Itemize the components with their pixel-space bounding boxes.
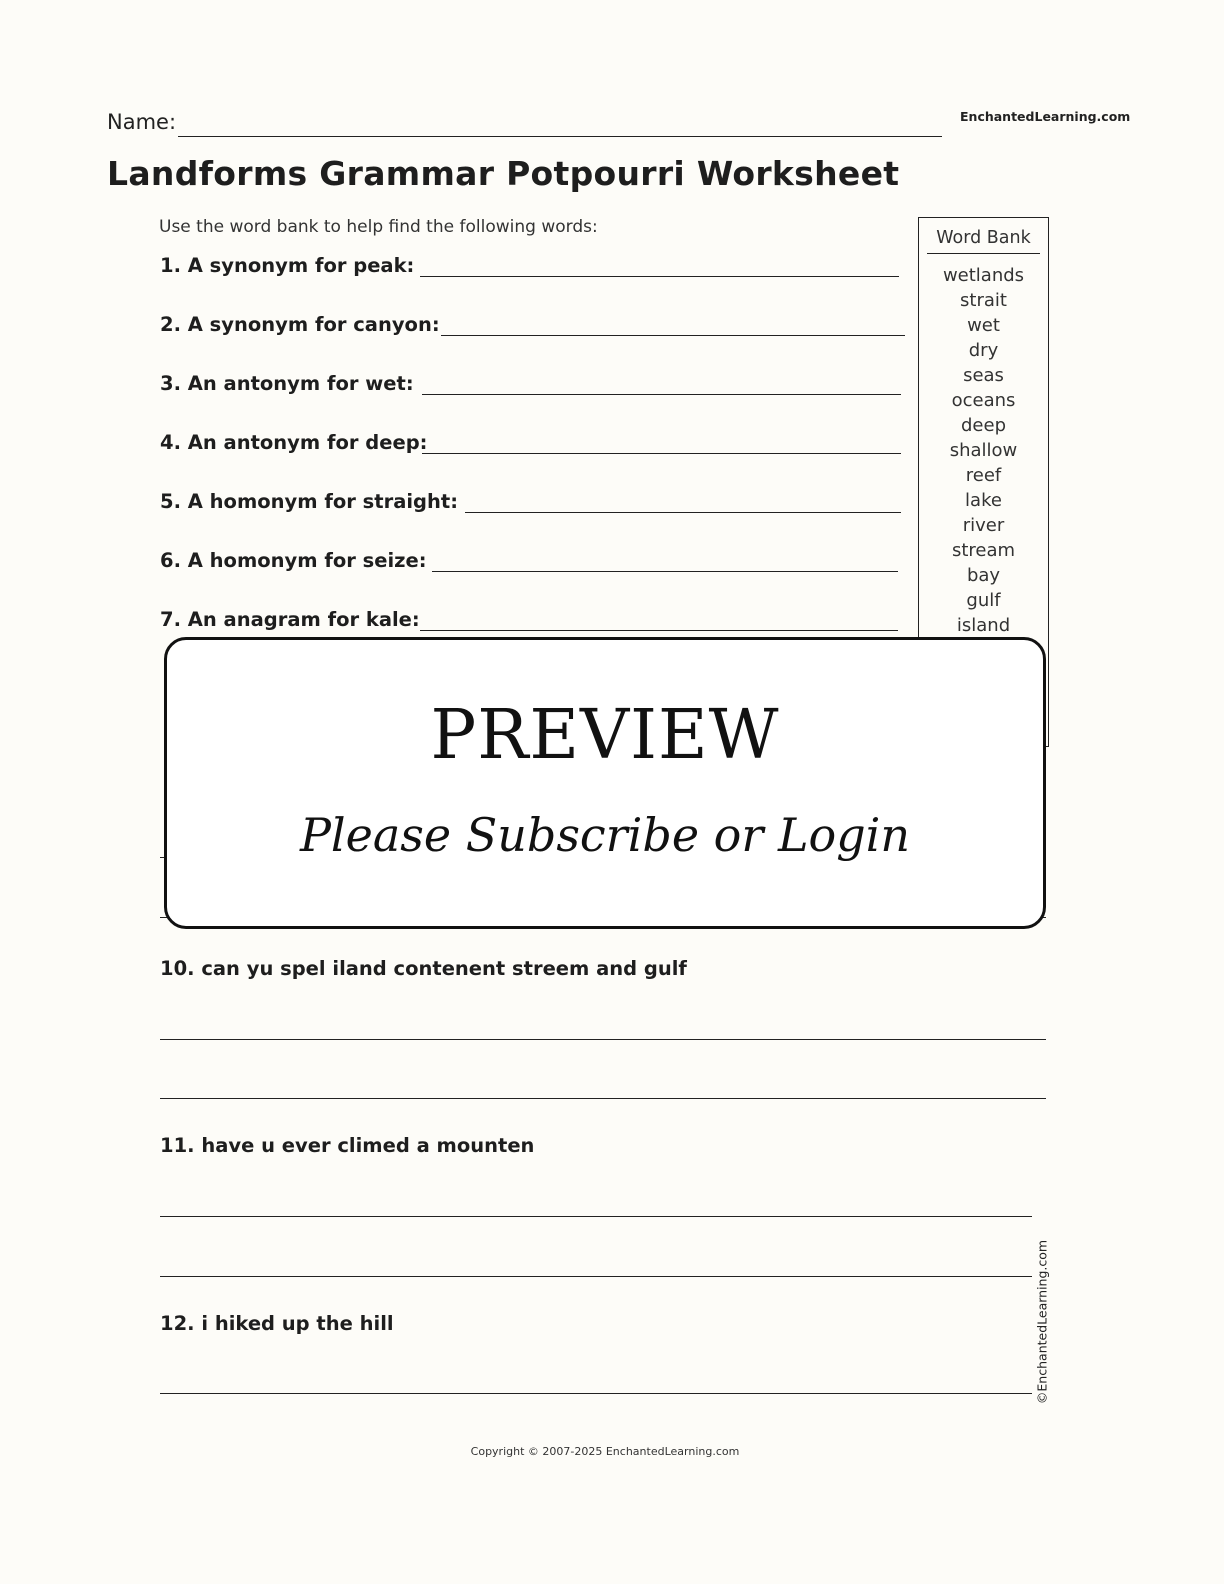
answer-line-11b[interactable]: [160, 1276, 1032, 1277]
word-bank-item: wet: [967, 315, 1000, 336]
word-bank-item: stream: [951, 540, 1016, 561]
word-bank-item: lake: [965, 490, 1002, 511]
word-bank-item: strait: [960, 290, 1007, 311]
answer-line-1[interactable]: [420, 276, 899, 277]
worksheet-title: Landforms Grammar Potpourri Worksheet: [107, 154, 900, 193]
question-text: i hiked up the hill: [201, 1312, 394, 1335]
side-copyright: ©EnchantedLearning.com: [1034, 1239, 1050, 1405]
question-11: [160, 1134, 534, 1157]
answer-line-2[interactable]: [441, 335, 905, 336]
name-label: Name:: [107, 110, 177, 134]
question-text: A homonym for straight:: [187, 490, 458, 513]
question-text: An anagram for kale:: [187, 608, 420, 631]
question-text: have u ever climed a mounten: [201, 1134, 535, 1157]
question-number: 7.: [160, 608, 181, 631]
word-bank-item: shallow: [949, 440, 1018, 461]
word-bank-item: dry: [968, 340, 999, 361]
question-number: 6.: [160, 549, 181, 572]
word-bank-item: oceans: [951, 390, 1016, 411]
question-10: [160, 957, 687, 980]
question-number: 10.: [160, 957, 195, 980]
question-4: [160, 431, 427, 454]
answer-line-3[interactable]: [422, 394, 901, 395]
instructions: Use the word bank to help find the following words:: [159, 217, 598, 237]
word-bank-title: Word Bank: [936, 228, 1031, 248]
preview-title: PREVIEW: [430, 696, 780, 775]
question-number: 3.: [160, 372, 181, 395]
word-bank-divider: [927, 253, 1040, 254]
question-2: [160, 313, 440, 336]
answer-line-10b[interactable]: [160, 1098, 1046, 1099]
answer-line-5[interactable]: [465, 512, 901, 513]
word-bank-item: wetlands: [942, 265, 1025, 286]
word-bank-list: [919, 263, 1048, 638]
word-bank-item: deep: [961, 415, 1006, 436]
question-text: A synonym for peak:: [187, 254, 415, 277]
question-text: An antonym for wet:: [187, 372, 414, 395]
question-text: A homonym for seize:: [187, 549, 427, 572]
question-text: A synonym for canyon:: [187, 313, 440, 336]
word-bank-item: seas: [963, 365, 1004, 386]
question-number: 4.: [160, 431, 181, 454]
word-bank-item: island: [956, 615, 1011, 636]
question-number: 12.: [160, 1312, 195, 1335]
site-name: EnchantedLearning.com: [960, 109, 1131, 124]
footer-copyright: Copyright © 2007-2025 EnchantedLearning.com: [470, 1445, 740, 1458]
name-line: [178, 136, 942, 137]
question-12: [160, 1312, 394, 1335]
preview-subtitle[interactable]: Please Subscribe or Login: [299, 808, 911, 862]
answer-line-4[interactable]: [422, 453, 901, 454]
question-number: 11.: [160, 1134, 195, 1157]
question-6: [160, 549, 427, 572]
question-number: 5.: [160, 490, 181, 513]
word-bank-item: reef: [965, 465, 1002, 486]
word-bank-item: gulf: [966, 590, 1001, 611]
question-1: [160, 254, 414, 277]
word-bank-item: river: [962, 515, 1005, 536]
answer-line-10a[interactable]: [160, 1039, 1046, 1040]
answer-line-12[interactable]: [160, 1393, 1032, 1394]
question-3: [160, 372, 414, 395]
question-number: 1.: [160, 254, 181, 277]
answer-line-11a[interactable]: [160, 1216, 1032, 1217]
question-text: An antonym for deep:: [187, 431, 428, 454]
preview-overlay[interactable]: [164, 637, 1046, 929]
question-7: [160, 608, 420, 631]
question-text: can yu spel iland contenent streem and gulf: [201, 957, 687, 980]
answer-line-6[interactable]: [432, 571, 898, 572]
answer-line-7[interactable]: [420, 630, 898, 631]
word-bank-item: bay: [966, 565, 1001, 586]
question-number: 2.: [160, 313, 181, 336]
question-5: [160, 490, 458, 513]
